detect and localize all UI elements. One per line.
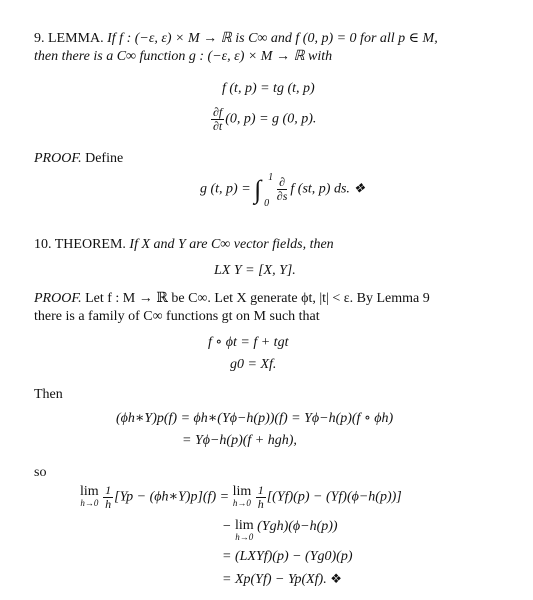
lemma-equation-2 [210,106,316,133]
partial-fraction [211,106,224,133]
lemma-statement: If f : (−ε, ε) × M → ℝ is C∞ and f (0, p) = 0 for all p ∈ M, [107,31,438,46]
integral-lower-limit: 0 [264,197,270,209]
proof2-equation-7: = (LXYf)(p) − (Yg0)(p) [222,549,353,564]
proof2-equation-2: g0 = Xf. [230,357,277,372]
integral-sign: ∫ 1 0 [254,171,274,209]
qed-symbol: ❖ [353,180,366,196]
lemma-heading: 9. LEMMA. [34,31,104,46]
theorem-equation: LX Y = [X, Y]. [214,263,296,278]
proof2-equation-1: f ∘ ϕt = f + tgt [208,335,289,350]
qed-symbol: ❖ [330,571,342,586]
proof2-line-2: there is a family of C∞ functions gt on M such that [34,309,320,324]
integral-upper-limit: 1 [268,171,274,183]
so-word: so [34,465,47,480]
proof2-equation-3: (ϕh∗Y)p(f) = ϕh∗(Yϕ−h(p))(f) = Yϕ−h(p)(f ∘ ϕh) [116,411,394,426]
equation-lhs: g (t, p) = [200,181,251,197]
limit-operator: lim h→0 [232,484,252,508]
proof1-text: Define [85,151,124,166]
proof1-equation [200,171,366,209]
one-over-h: $\frac{1}{h}$ [257,483,264,511]
lemma-equation-1: f (t, p) = tg (t, p) [222,81,315,96]
theorem-heading: 10. THEOREM. [34,237,126,252]
limit-operator: lim h→0 [80,484,99,508]
proof2-line-1 [34,290,430,307]
fraction-denominator: ∂s [276,189,288,203]
fraction-numerator: ∂f [213,105,223,119]
proof2-equation-4: = Yϕ−h(p)(f + hgh), [182,433,297,448]
equation-rest: (0, p) = g (0, p). [225,111,317,127]
lemma-line-2: then there is a C∞ function g : (−ε, ε) × M → ℝ with [34,49,333,64]
proof2-text: Let f : M → ℝ be C∞. Let X generate ϕt, |t| < ε. By Lemma 9 [85,291,430,306]
one-over-h: $\frac{1}{h}$ [105,483,112,511]
limit-lhs: [Yp − (ϕh∗Y)p](f) = [114,489,230,505]
proof2-equation-5 [80,484,402,511]
then-word: Then [34,387,63,402]
limit-term: (Ygh)(ϕ−h(p)) [257,519,338,534]
proof2-label: PROOF. [34,291,82,306]
theorem-statement: If X and Y are C∞ vector fields, then [129,237,334,252]
lemma-line-1 [34,30,438,47]
proof1-label: PROOF. [34,151,82,166]
partial-s-fraction [275,176,290,203]
proof1-line [34,150,123,167]
equation-rest: f (st, p) ds. [290,181,350,197]
theorem-line [34,236,334,253]
proof2-equation-6: − lim h→0 (Ygh)(ϕ−h(p)) [222,518,338,542]
limit-rhs: [(Yf)(p) − (Yf)(ϕ−h(p))] [266,489,402,505]
fraction-numerator: ∂ [279,175,286,189]
limit-operator: lim h→0 [234,518,254,542]
proof2-equation-8: = Xp(Yf) − Yp(Xf). ❖ [222,571,342,587]
fraction-denominator: ∂t [213,119,223,133]
